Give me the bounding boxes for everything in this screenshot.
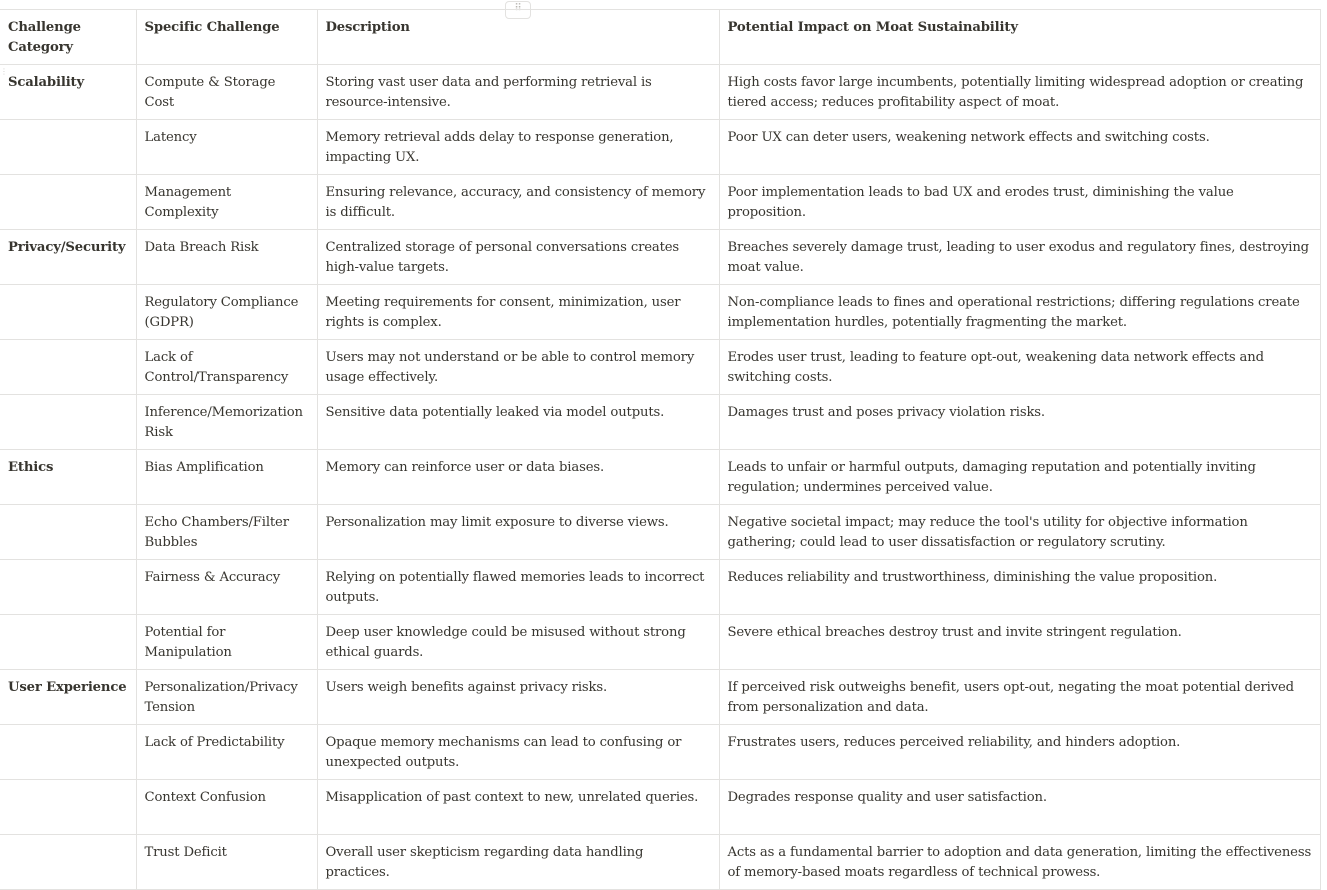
cell-impact[interactable]: Reduces reliability and trustworthiness, diminishing the value proposition. — [719, 560, 1320, 615]
cell-impact[interactable]: Breaches severely damage trust, leading to user exodus and regulatory fines, destroying moat value. — [719, 230, 1320, 285]
cell-category[interactable] — [0, 505, 136, 560]
table-row — [0, 615, 1320, 670]
cell-category[interactable] — [0, 395, 136, 450]
column-drag-handle-icon[interactable]: ⠿ — [505, 1, 531, 19]
cell-challenge[interactable]: Compute & Storage Cost — [136, 65, 317, 120]
cell-description[interactable]: Centralized storage of personal conversations creates high-value targets. — [317, 230, 719, 285]
table-row — [0, 65, 1320, 120]
cell-challenge[interactable]: Echo Chambers/Filter Bubbles — [136, 505, 317, 560]
cell-impact[interactable]: Damages trust and poses privacy violation risks. — [719, 395, 1320, 450]
cell-challenge[interactable]: Inference/Memorization Risk — [136, 395, 317, 450]
cell-description[interactable]: Memory can reinforce user or data biases. — [317, 450, 719, 505]
cell-description[interactable]: Ensuring relevance, accuracy, and consistency of memory is difficult. — [317, 175, 719, 230]
cell-description[interactable]: Personalization may limit exposure to diverse views. — [317, 505, 719, 560]
cell-impact[interactable]: Poor implementation leads to bad UX and erodes trust, diminishing the value proposition. — [719, 175, 1320, 230]
cell-impact[interactable]: High costs favor large incumbents, potentially limiting widespread adoption or creating tiered access; reduces profitability aspect of moat. — [719, 65, 1320, 120]
table-header-row — [0, 10, 1320, 65]
cell-category[interactable]: User Experience — [0, 670, 136, 725]
table-row — [0, 835, 1320, 890]
table-row — [0, 340, 1320, 395]
cell-impact[interactable]: Poor UX can deter users, weakening network effects and switching costs. — [719, 120, 1320, 175]
cell-description[interactable]: Storing vast user data and performing retrieval is resource-intensive. — [317, 65, 719, 120]
cell-category[interactable] — [0, 340, 136, 395]
cell-description[interactable]: Meeting requirements for consent, minimization, user rights is complex. — [317, 285, 719, 340]
cell-challenge[interactable]: Management Complexity — [136, 175, 317, 230]
cell-description[interactable]: Memory retrieval adds delay to response generation, impacting UX. — [317, 120, 719, 175]
table-row — [0, 120, 1320, 175]
table-row — [0, 285, 1320, 340]
cell-challenge[interactable]: Regulatory Compliance (GDPR) — [136, 285, 317, 340]
header-challenge-category[interactable]: Challenge Category — [0, 10, 136, 65]
table-row — [0, 780, 1320, 835]
cell-category[interactable] — [0, 780, 136, 835]
cell-challenge[interactable]: Latency — [136, 120, 317, 175]
cell-description[interactable]: Opaque memory mechanisms can lead to confusing or unexpected outputs. — [317, 725, 719, 780]
cell-challenge[interactable]: Bias Amplification — [136, 450, 317, 505]
cell-category[interactable] — [0, 285, 136, 340]
cell-category[interactable] — [0, 120, 136, 175]
table-row — [0, 395, 1320, 450]
challenges-table — [0, 9, 1321, 890]
cell-impact[interactable]: Leads to unfair or harmful outputs, damaging reputation and potentially inviting regulation; undermines perceived value. — [719, 450, 1320, 505]
cell-challenge[interactable]: Context Confusion — [136, 780, 317, 835]
header-description[interactable]: Description — [317, 10, 719, 65]
table-row — [0, 670, 1320, 725]
cell-impact[interactable]: Degrades response quality and user satisfaction. — [719, 780, 1320, 835]
cell-category[interactable] — [0, 835, 136, 890]
table-row — [0, 560, 1320, 615]
cell-description[interactable]: Users may not understand or be able to control memory usage effectively. — [317, 340, 719, 395]
cell-category[interactable]: Ethics — [0, 450, 136, 505]
cell-challenge[interactable]: Lack of Predictability — [136, 725, 317, 780]
cell-impact[interactable]: Acts as a fundamental barrier to adoption and data generation, limiting the effectiveness of memory-based moats regardless of technical prowess. — [719, 835, 1320, 890]
cell-challenge[interactable]: Personalization/Privacy Tension — [136, 670, 317, 725]
cell-category[interactable] — [0, 725, 136, 780]
cell-challenge[interactable]: Trust Deficit — [136, 835, 317, 890]
cell-description[interactable]: Relying on potentially flawed memories leads to incorrect outputs. — [317, 560, 719, 615]
table-row — [0, 175, 1320, 230]
table-row — [0, 450, 1320, 505]
row-drag-handle-icon[interactable]: ⋮ — [0, 67, 8, 76]
cell-impact[interactable]: Non-compliance leads to fines and operational restrictions; differing regulations create implementation hurdles, potentially fragmenting the market. — [719, 285, 1320, 340]
cell-category[interactable] — [0, 175, 136, 230]
cell-challenge[interactable]: Potential for Manipulation — [136, 615, 317, 670]
cell-description[interactable]: Overall user skepticism regarding data handling practices. — [317, 835, 719, 890]
table-row — [0, 230, 1320, 285]
header-specific-challenge[interactable]: Specific Challenge — [136, 10, 317, 65]
cell-impact[interactable]: If perceived risk outweighs benefit, users opt-out, negating the moat potential derived from personalization and data. — [719, 670, 1320, 725]
cell-category[interactable]: Privacy/Security — [0, 230, 136, 285]
cell-impact[interactable]: Negative societal impact; may reduce the tool's utility for objective information gathering; could lead to user dissatisfaction or regulatory scrutiny. — [719, 505, 1320, 560]
cell-category[interactable] — [0, 615, 136, 670]
table-row — [0, 505, 1320, 560]
cell-category[interactable]: Scalability — [0, 65, 136, 120]
header-potential-impact[interactable]: Potential Impact on Moat Sustainability — [719, 10, 1320, 65]
cell-description[interactable]: Sensitive data potentially leaked via model outputs. — [317, 395, 719, 450]
cell-challenge[interactable]: Data Breach Risk — [136, 230, 317, 285]
cell-challenge[interactable]: Fairness & Accuracy — [136, 560, 317, 615]
cell-description[interactable]: Deep user knowledge could be misused without strong ethical guards. — [317, 615, 719, 670]
challenges-table-container — [0, 9, 1320, 890]
cell-impact[interactable]: Frustrates users, reduces perceived reliability, and hinders adoption. — [719, 725, 1320, 780]
cell-description[interactable]: Misapplication of past context to new, unrelated queries. — [317, 780, 719, 835]
cell-description[interactable]: Users weigh benefits against privacy risks. — [317, 670, 719, 725]
cell-impact[interactable]: Severe ethical breaches destroy trust and invite stringent regulation. — [719, 615, 1320, 670]
cell-challenge[interactable]: Lack of Control/Transparency — [136, 340, 317, 395]
cell-category[interactable] — [0, 560, 136, 615]
cell-impact[interactable]: Erodes user trust, leading to feature opt-out, weakening data network effects and switching costs. — [719, 340, 1320, 395]
table-row — [0, 725, 1320, 780]
